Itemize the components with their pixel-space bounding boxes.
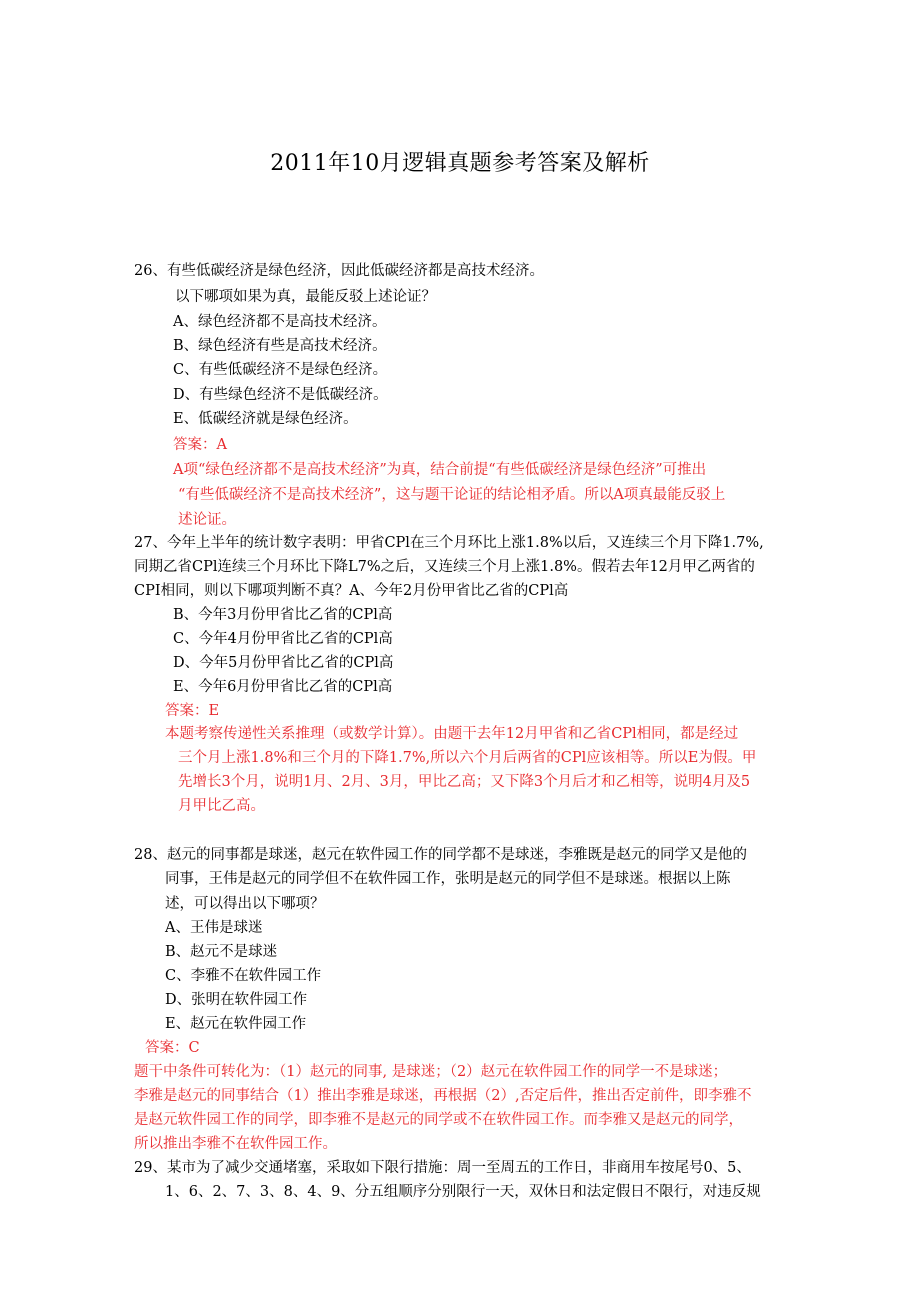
question-28-option-c: C、李雅不在软件园工作 bbox=[165, 968, 322, 984]
question-27-explanation-line: 先增长3个月，说明1月、2月、3月，甲比乙高；又下降3个月后才和乙相等，说明4月及5 bbox=[178, 774, 751, 790]
question-28-explanation-line: 所以推出李雅不在软件园工作。 bbox=[134, 1136, 337, 1152]
question-27-stem-line: 同期乙省CPl连续三个月环比下降L7%之后，又连续三个月上涨1.8%。假若去年12月甲乙两省的 bbox=[134, 559, 755, 575]
question-26-explanation-line: A项“绿色经济都不是高技术经济”为真，结合前提“有些低碳经济是绿色经济”可推出 bbox=[173, 462, 707, 478]
question-28-option-b: B、赵元不是球迷 bbox=[165, 944, 278, 960]
question-27-option-d: D、今年5月份甲省比乙省的CPl高 bbox=[173, 655, 394, 671]
question-28-option-d: D、张明在软件园工作 bbox=[165, 992, 308, 1008]
question-26-option-d: D、有些绿色经济不是低碳经济。 bbox=[173, 387, 388, 403]
question-27-option-e: E、今年6月份甲省比乙省的CPl高 bbox=[173, 679, 393, 695]
question-26-option-c: C、有些低碳经济不是绿色经济。 bbox=[173, 362, 388, 378]
question-27-explanation-line: 本题考察传递性关系推理（或数学计算）。由题干去年12月甲省和乙省CPl相同，都是经过 bbox=[165, 726, 739, 742]
page-title: 2011年10月逻辑真题参考答案及解析 bbox=[270, 151, 650, 176]
question-28-answer: 答案：C bbox=[145, 1040, 200, 1056]
question-27-option-c: C、今年4月份甲省比乙省的CPl高 bbox=[173, 631, 393, 647]
question-28-explanation-line: 题干中条件可转化为：（1）赵元的同事, 是球迷；（2）赵元在软件园工作的同学一不是球迷； bbox=[134, 1064, 728, 1080]
question-27-stem-line: CPI相同，则以下哪项判断不真？A、今年2月份甲省比乙省的CPl高 bbox=[134, 583, 569, 599]
question-28-option-e: E、赵元在软件园工作 bbox=[165, 1016, 307, 1032]
question-26-explanation-line: “有些低碳经济不是高技术经济”，这与题干论证的结论相矛盾。所以A项真最能反驳上 bbox=[178, 487, 726, 503]
question-28-stem-line: 28、赵元的同事都是球迷，赵元在软件园工作的同学都不是球迷，李雅既是赵元的同学又是他的 bbox=[134, 847, 747, 863]
question-28-stem-line: 同事，王伟是赵元的同学但不在软件园工作，张明是赵元的同学但不是球迷。根据以上陈 bbox=[165, 871, 731, 887]
question-27-stem-line: 27、今年上半年的统计数字表明：甲省CPl在三个月环比上涨1.8%以后，又连续三个月下降1.7%, bbox=[134, 535, 764, 551]
question-28-option-a: A、王伟是球迷 bbox=[165, 920, 263, 936]
question-29-stem-line: 1、6、2、7、3、8、4、9、分五组顺序分别限行一天，双休日和法定假日不限行，对违反规 bbox=[165, 1184, 761, 1200]
question-27-explanation-line: 三个月上涨1.8%和三个月的下降1.7%,所以六个月后两省的CPl应该相等。所以E为假。甲 bbox=[178, 750, 757, 766]
question-26-stem: 26、有些低碳经济是绿色经济，因此低碳经济都是高技术经济。 bbox=[134, 263, 544, 279]
question-27-explanation-line: 月甲比乙高。 bbox=[178, 798, 265, 814]
question-28-stem-line: 述，可以得出以下哪项？ bbox=[165, 896, 325, 912]
question-26-option-a: A、绿色经济都不是高技术经济。 bbox=[173, 314, 387, 330]
question-26-answer: 答案：A bbox=[173, 437, 227, 453]
question-26-explanation-line: 述论证。 bbox=[178, 512, 236, 528]
question-26-option-e: E、低碳经济就是绿色经济。 bbox=[173, 411, 358, 427]
question-26-prompt: 以下哪项如果为真，最能反驳上述论证？ bbox=[175, 289, 436, 305]
question-28-explanation-line: 李雅是赵元的同事结合（1）推出李雅是球迷，再根据（2）,否定后件，推出否定前件，即李雅不 bbox=[134, 1088, 752, 1104]
question-27-answer: 答案：E bbox=[165, 703, 220, 719]
question-28-explanation-line: 是赵元软件园工作的同学，即李雅不是赵元的同学或不在软件园工作。而李雅又是赵元的同学， bbox=[134, 1112, 743, 1128]
question-27-option-b: B、今年3月份甲省比乙省的CPl高 bbox=[173, 607, 393, 623]
question-26-option-b: B、绿色经济有些是高技术经济。 bbox=[173, 338, 387, 354]
question-29-stem-line: 29、某市为了减少交通堵塞，采取如下限行措施：周一至周五的工作日，非商用车按尾号0、5、 bbox=[134, 1160, 751, 1176]
